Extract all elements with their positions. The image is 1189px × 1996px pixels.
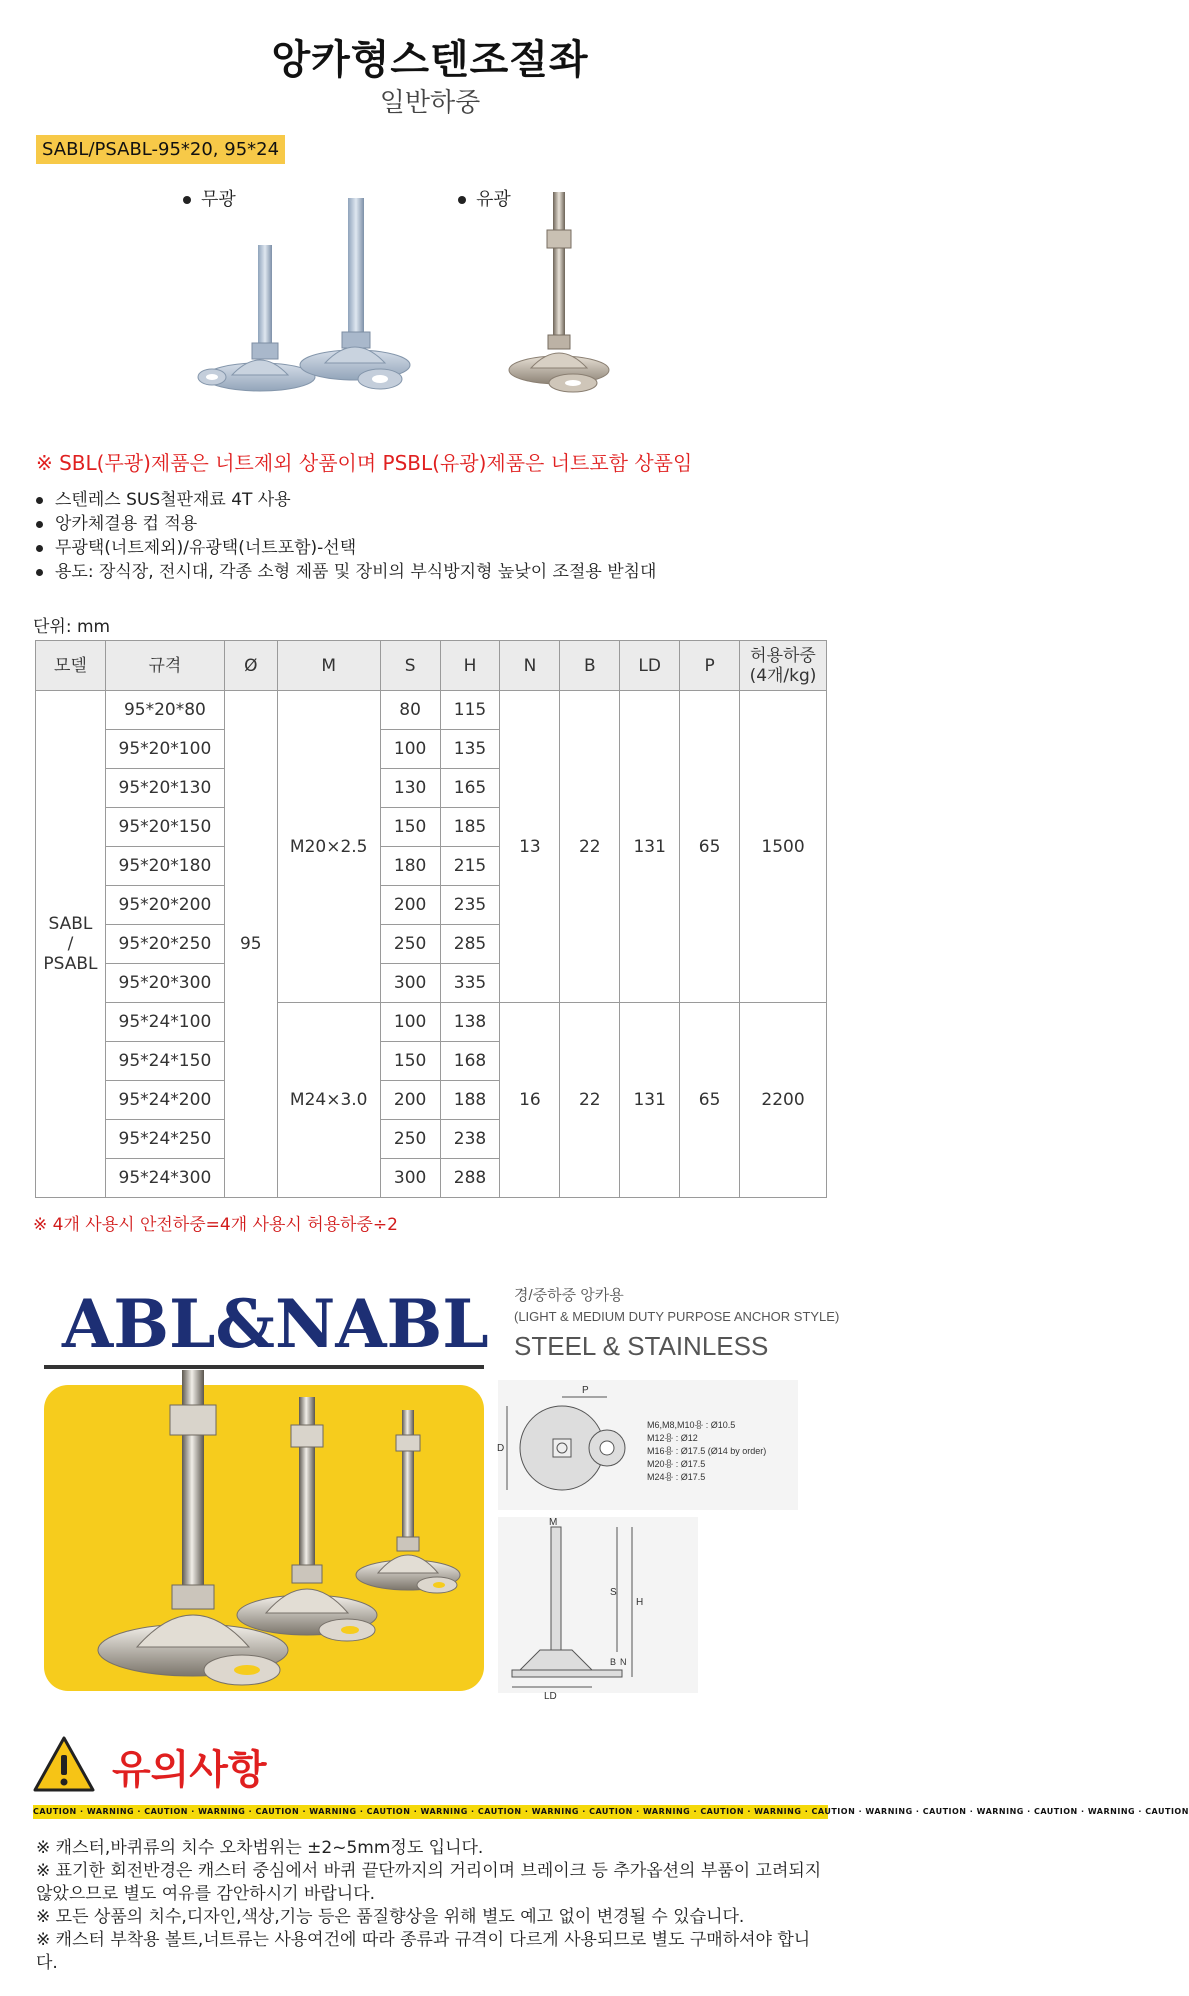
category-en-label: (LIGHT & MEDIUM DUTY PURPOSE ANCHOR STYLE) — [514, 1309, 840, 1324]
spec-cell: 95*24*250 — [105, 1120, 224, 1159]
spec-cell: 95*24*300 — [105, 1159, 224, 1198]
h-cell: 165 — [440, 769, 500, 808]
s-cell: 200 — [380, 1081, 440, 1120]
load-cell: 2200 — [740, 1003, 827, 1198]
dim-label-b: B — [610, 1657, 617, 1667]
safe-load-footnote: ※ 4개 사용시 안전하중=4개 사용시 허용하중÷2 — [33, 1215, 398, 1235]
hole-note: M12용 : Ø12 — [647, 1433, 698, 1443]
spec-cell: 95*20*180 — [105, 847, 224, 886]
dim-label-h: H — [636, 1597, 644, 1608]
s-cell: 250 — [380, 1120, 440, 1159]
ld-cell: 131 — [620, 691, 680, 1003]
tape-word: WARNING — [309, 1807, 357, 1816]
page-subtitle: 일반하중 — [379, 88, 481, 118]
caution-item: ※ 캐스터,바퀴류의 치수 오차범위는 ±2~5mm정도 입니다. — [36, 1838, 484, 1858]
dim-label-n: N — [620, 1657, 627, 1667]
dim-label-d: D — [497, 1443, 505, 1454]
column-header: 규격 — [105, 641, 224, 691]
spec-cell: 95*20*200 — [105, 886, 224, 925]
s-cell: 100 — [380, 730, 440, 769]
unit-label: 단위: mm — [33, 617, 111, 637]
tape-word: CAUTION — [1145, 1807, 1189, 1816]
warning-icon — [32, 1735, 96, 1795]
tape-word: WARNING — [1087, 1807, 1136, 1816]
column-header: B — [560, 641, 620, 691]
material-label: STEEL & STAINLESS — [514, 1331, 769, 1361]
load-header-unit: (4개/kg) — [749, 665, 817, 686]
s-cell: 130 — [380, 769, 440, 808]
s-cell: 180 — [380, 847, 440, 886]
spec-cell: 95*20*150 — [105, 808, 224, 847]
hole-note: M6,M8,M10용 : Ø10.5 — [647, 1420, 736, 1430]
hole-note: M20용 : Ø17.5 — [647, 1459, 706, 1469]
feature-list — [36, 488, 656, 584]
s-cell: 300 — [380, 964, 440, 1003]
s-cell: 300 — [380, 1159, 440, 1198]
spec-cell: 95*20*80 — [105, 691, 224, 730]
variant-label-glossy — [458, 185, 511, 211]
h-cell: 138 — [440, 1003, 500, 1042]
column-header: N — [500, 641, 560, 691]
column-header-load — [740, 641, 827, 691]
tape-word: WARNING — [198, 1807, 246, 1816]
s-cell: 80 — [380, 691, 440, 730]
p-cell: 65 — [680, 691, 740, 1003]
h-cell: 188 — [440, 1081, 500, 1120]
h-cell: 235 — [440, 886, 500, 925]
tape-word: CAUTION — [811, 1807, 856, 1816]
h-cell: 135 — [440, 730, 500, 769]
tape-word: WARNING — [754, 1807, 802, 1816]
tape-word: CAUTION — [144, 1807, 188, 1816]
model-name-line: SABL — [48, 914, 93, 934]
feature-item: 스텐레스 SUS철판재료 4T 사용 — [36, 488, 656, 512]
h-cell: 168 — [440, 1042, 500, 1081]
column-header: S — [380, 641, 440, 691]
caution-item: ※ 표기한 회전반경은 캐스터 중심에서 바퀴 끝단까지의 거리이며 브레이크 등 추가옵션의 부품이 고려되지 않았으므로 별도 여유를 감안하시기 바랍니다. — [36, 1861, 822, 1904]
b-cell: 22 — [560, 1003, 620, 1198]
h-cell: 285 — [440, 925, 500, 964]
column-header: P — [680, 641, 740, 691]
s-cell: 150 — [380, 808, 440, 847]
feature-item: 앙카체결용 컵 적용 — [36, 512, 656, 536]
column-header: H — [440, 641, 500, 691]
caution-item: ※ 모든 상품의 치수,디자인,색상,기능 등은 품질향상을 위해 별도 예고 없이 변경될 수 있습니다. — [36, 1907, 745, 1927]
p-cell: 65 — [680, 1003, 740, 1198]
caution-list — [36, 1837, 828, 1975]
tape-word: WARNING — [86, 1807, 135, 1816]
hole-note: M24용 : Ø17.5 — [647, 1472, 706, 1482]
spec-cell: 95*20*100 — [105, 730, 224, 769]
model-name-line: / — [67, 934, 74, 954]
thread-cell: M24×3.0 — [277, 1003, 380, 1198]
spec-cell: 95*20*300 — [105, 964, 224, 1003]
model-cell — [36, 691, 106, 1198]
spec-cell: 95*24*200 — [105, 1081, 224, 1120]
table-header-row — [36, 641, 827, 691]
n-cell: 16 — [500, 1003, 560, 1198]
h-cell: 215 — [440, 847, 500, 886]
category-label: 경/중하중 앙카용 — [514, 1287, 624, 1304]
variant-label-text: 유광 — [476, 189, 511, 210]
tape-word: WARNING — [642, 1807, 691, 1816]
tape-word: WARNING — [531, 1807, 579, 1816]
bullet-icon — [458, 196, 466, 204]
feature-item: 무광택(너트제외)/유광택(너트포함)-선택 — [36, 536, 656, 560]
column-header: LD — [620, 641, 680, 691]
page-title: 앙카형스텐조절좌 — [271, 37, 589, 83]
ld-cell: 131 — [620, 1003, 680, 1198]
caution-item: ※ 캐스터 부착용 볼트,너트류는 사용여건에 따라 종류과 규격이 다르게 사용되므로 별도 구매하셔야 합니다. — [36, 1930, 811, 1973]
tape-word: CAUTION — [700, 1807, 745, 1816]
tape-word: CAUTION — [255, 1807, 300, 1816]
hole-note: M16용 : Ø17.5 (Ø14 by order) — [647, 1446, 767, 1456]
dim-label-p: P — [582, 1385, 589, 1396]
column-header: Ø — [224, 641, 277, 691]
catalog-banner — [32, 1265, 840, 1705]
tape-word: CAUTION — [366, 1807, 411, 1816]
spec-cell: 95*24*100 — [105, 1003, 224, 1042]
h-cell: 185 — [440, 808, 500, 847]
tape-word: CAUTION — [33, 1807, 77, 1816]
spec-cell: 95*24*150 — [105, 1042, 224, 1081]
tape-word: WARNING — [420, 1807, 468, 1816]
column-header: 모델 — [36, 641, 106, 691]
dim-label-s: S — [610, 1587, 617, 1598]
tape-word: WARNING — [976, 1807, 1024, 1816]
h-cell: 238 — [440, 1120, 500, 1159]
spec-table — [35, 640, 827, 1198]
glossy-leveler-photo — [505, 190, 615, 395]
h-cell: 288 — [440, 1159, 500, 1198]
tape-word: CAUTION — [589, 1807, 633, 1816]
load-cell: 1500 — [740, 691, 827, 1003]
h-cell: 115 — [440, 691, 500, 730]
tape-word: WARNING — [865, 1807, 913, 1816]
caution-title: 유의사항 — [112, 1747, 267, 1793]
brand-logo: ABL&NABL — [62, 1285, 489, 1363]
variant-label-text: 무광 — [201, 189, 236, 210]
spec-cell: 95*20*250 — [105, 925, 224, 964]
load-header-line: 허용하중 — [750, 645, 816, 666]
diameter-cell: 95 — [224, 691, 277, 1198]
h-cell: 335 — [440, 964, 500, 1003]
column-header: M — [277, 641, 380, 691]
b-cell: 22 — [560, 691, 620, 1003]
model-badge: SABL/PSABL-95*20, 95*24 — [36, 135, 285, 164]
dim-label-ld: LD — [544, 1691, 557, 1702]
matte-leveler-photo — [190, 195, 430, 395]
tape-word: CAUTION — [477, 1807, 522, 1816]
spec-cell: 95*20*130 — [105, 769, 224, 808]
tape-word: CAUTION — [1033, 1807, 1078, 1816]
nut-inclusion-notice: ※ SBL(무광)제품은 너트제외 상품이며 PSBL(유광)제품은 너트포함 상품임 — [36, 451, 693, 475]
thread-cell: M20×2.5 — [277, 691, 380, 1003]
s-cell: 200 — [380, 886, 440, 925]
tape-word: CAUTION — [922, 1807, 967, 1816]
s-cell: 250 — [380, 925, 440, 964]
dim-label-m: M — [549, 1517, 558, 1528]
feature-item: 용도: 장식장, 전시대, 각종 소형 제품 및 장비의 부식방지형 높낮이 조절용 받침대 — [36, 560, 656, 584]
model-name-line: PSABL — [43, 954, 98, 974]
table-row — [36, 691, 827, 730]
table-row — [36, 1003, 827, 1042]
n-cell: 13 — [500, 691, 560, 1003]
s-cell: 150 — [380, 1042, 440, 1081]
caution-tape: CAUTION · WARNING · CAUTION · WARNING · CAUTION · WARNING · CAUTION · WARNING · CAUTION · WARNING · CAUTION · WARNING · CAUTION · WARNING · CAUTION · WARNING · CAUTION · WARNING · CAUTION · WARNING · CAUTION — [33, 1805, 828, 1819]
s-cell: 100 — [380, 1003, 440, 1042]
